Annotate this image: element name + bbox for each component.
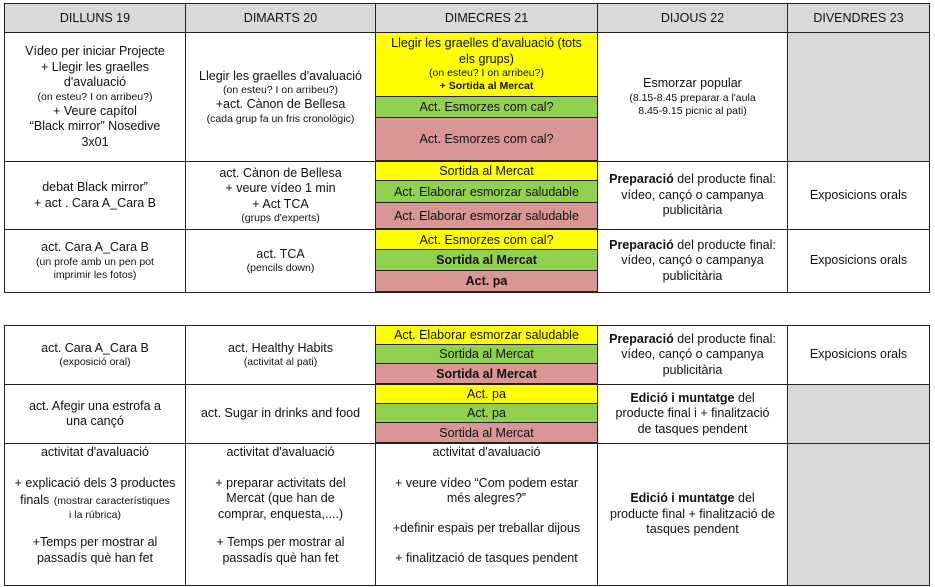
header-dimarts: DIMARTS 20 (186, 4, 376, 33)
cell-w2-r1-divendres: Exposicions orals (788, 326, 930, 385)
cell-w1-r3-divendres: Exposicions orals (788, 230, 930, 293)
cell-w2-r3-dijous: Edició i muntatge del producte final + finalització de tasques pendent (598, 444, 788, 586)
cell-w1-r1-dijous: Esmorzar popular (8.15-8.45 preparar a l'aula 8.45-9.15 picnic al pati) (598, 33, 788, 162)
cell-w1-r2-dimecres: Sortida al Mercat Act. Elaborar esmorzar saludable Act. Elaborar esmorzar saludable (376, 162, 598, 230)
cell-w1-r2-divendres: Exposicions orals (788, 162, 930, 230)
header-divendres: DIVENDRES 23 (788, 4, 930, 33)
header-dijous: DIJOUS 22 (598, 4, 788, 33)
cell-w1-r2-dimarts: act. Cànon de Bellesa + veure vídeo 1 min + Act TCA (grups d'experts) (186, 162, 376, 230)
cell-w2-r1-dimarts: act. Healthy Habits (activitat al pati) (186, 326, 376, 385)
schedule-week-2 (4, 325, 930, 586)
cell-w2-r3-dimarts: activitat d'avaluació + preparar activitats del Mercat (que han de comprar, enquesta,....) + Temps per mostrar al passadís què han fet (186, 444, 376, 586)
cell-w1-r1-dimecres: Llegir les graelles d'avaluació (tots els grups) (on esteu? I on arribeu?) + Sortida al Mercat Act. Esmorzes com cal? Act. Esmorzes com cal? (376, 33, 598, 162)
cell-w2-r1-dimecres: Act. Elaborar esmorzar saludable Sortida al Mercat Sortida al Mercat (376, 326, 598, 385)
schedule-week-1 (4, 3, 930, 293)
table-row (5, 33, 930, 162)
table-row (5, 385, 930, 444)
cell-w2-r1-dilluns: act. Cara A_Cara B (exposició oral) (5, 326, 186, 385)
cell-w2-r2-dimarts: act. Sugar in drinks and food (186, 385, 376, 444)
cell-w2-r3-divendres (788, 444, 930, 586)
cell-w1-r2-dijous: Preparació del producte final: vídeo, cançó o campanya publicitària (598, 162, 788, 230)
cell-w2-r2-dijous: Edició i muntatge del producte final i + finalització de tasques pendent (598, 385, 788, 444)
cell-w1-r1-dilluns: Vídeo per iniciar Projecte + Llegir les graelles d'avaluació (on esteu? I on arribeu?) + Veure capítol “Black mirror” Nosedive 3x01 (5, 33, 186, 162)
cell-w1-r1-dimarts: Llegir les graelles d'avaluació (on esteu? I on arribeu?) +act. Cànon de Bellesa (cada grup fa un fris cronològic) (186, 33, 376, 162)
cell-w2-r2-dimecres: Act. pa Act. pa Sortida al Mercat (376, 385, 598, 444)
table-row (5, 326, 930, 385)
cell-w1-r1-divendres (788, 33, 930, 162)
cell-w2-r3-dimecres: activitat d'avaluació + veure vídeo “Com podem estar més alegres?” +definir espais per treballar dijous + finalització de tasques pendent (376, 444, 598, 586)
cell-w1-r3-dimecres: Act. Esmorzes com cal? Sortida al Mercat Act. pa (376, 230, 598, 293)
cell-w2-r2-divendres (788, 385, 930, 444)
table-row (5, 230, 930, 293)
cell-w1-r2-dilluns: debat Black mirror” + act . Cara A_Cara B (5, 162, 186, 230)
table-row (5, 444, 930, 586)
cell-w2-r2-dilluns: act. Afegir una estrofa a una cançó (5, 385, 186, 444)
header-row (5, 4, 930, 33)
cell-w1-r3-dilluns: act. Cara A_Cara B (un profe amb un pen pot imprimir les fotos) (5, 230, 186, 293)
cell-w2-r3-dilluns: activitat d'avaluació + explicació dels 3 productes finals (mostrar característiques i la rúbrica) +Temps per mostrar al passadís què han fet (5, 444, 186, 586)
cell-w1-r3-dimarts: act. TCA (pencils down) (186, 230, 376, 293)
header-dilluns: DILLUNS 19 (5, 4, 186, 33)
cell-w1-r3-dijous: Preparació del producte final: vídeo, cançó o campanya publicitària (598, 230, 788, 293)
table-row (5, 162, 930, 230)
header-dimecres: DIMECRES 21 (376, 4, 598, 33)
cell-w2-r1-dijous: Preparació del producte final: vídeo, cançó o campanya publicitària (598, 326, 788, 385)
